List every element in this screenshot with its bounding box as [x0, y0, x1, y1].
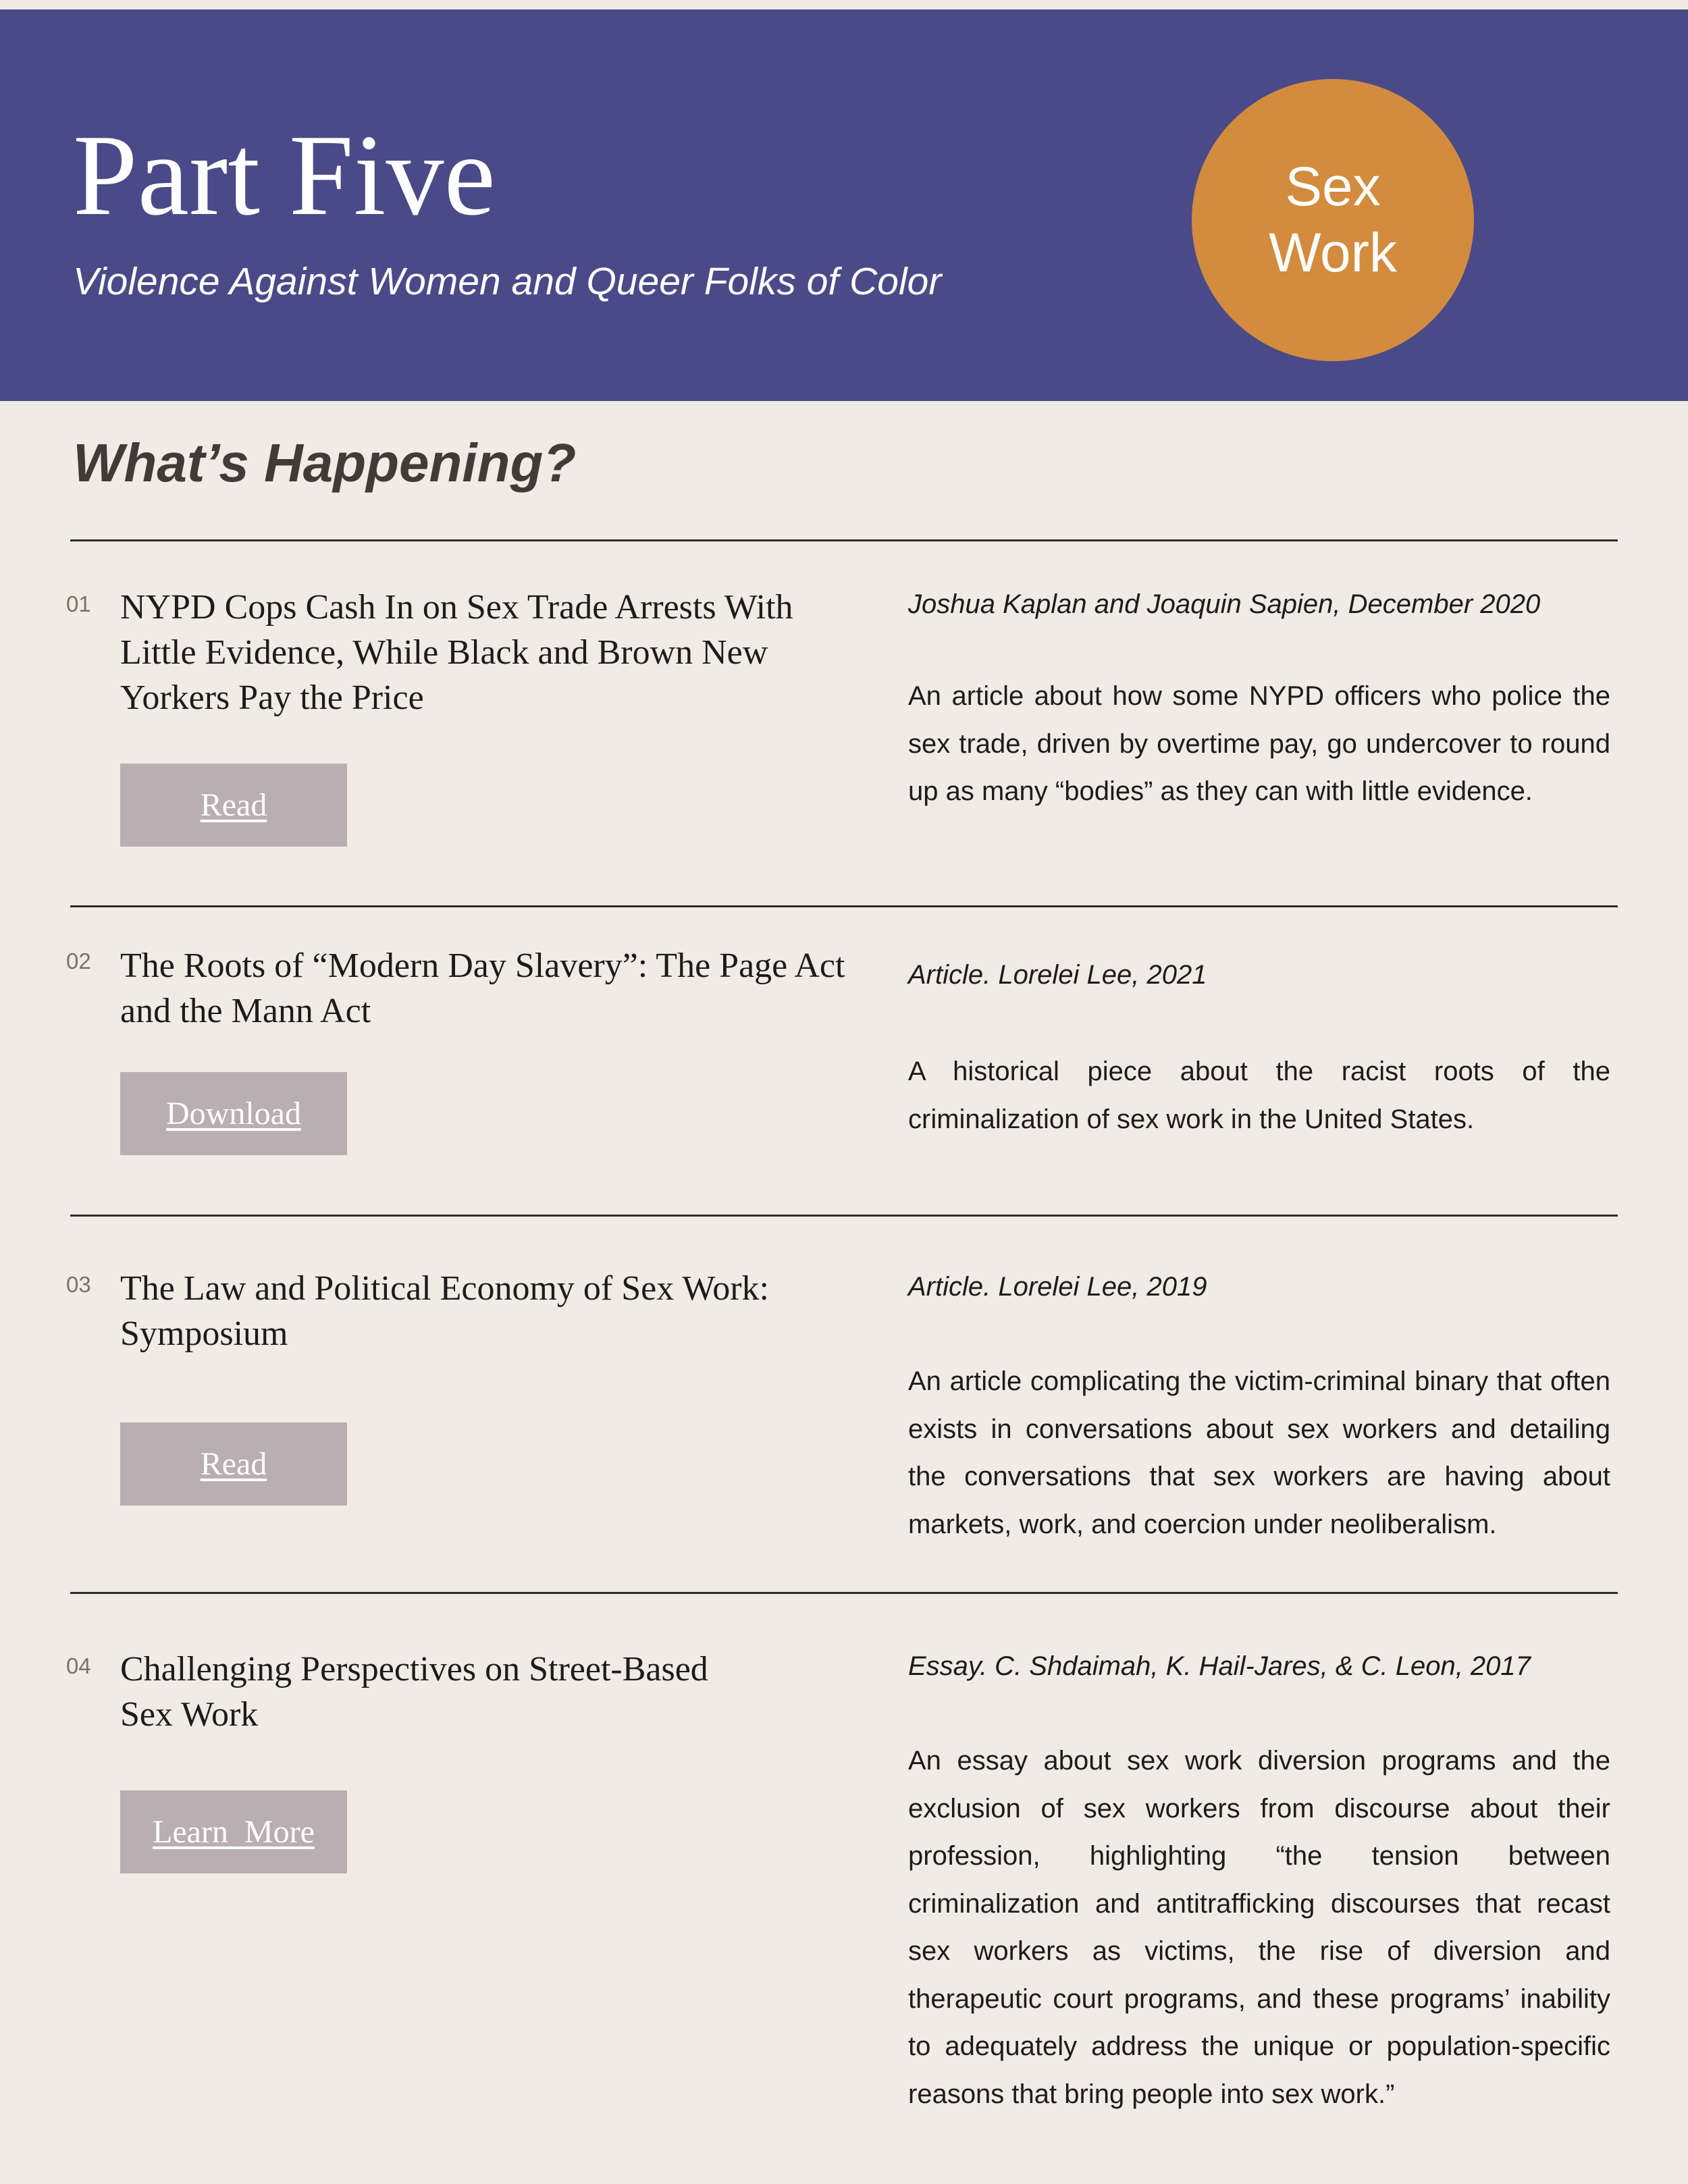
top-strip — [0, 0, 1688, 9]
item-description: A historical piece about the racist roots of the criminalization of sex work in the United States. — [908, 1057, 1610, 1134]
badge-line-1: Sex — [1285, 155, 1381, 217]
divider — [70, 1592, 1618, 1594]
learn-more-button[interactable]: Learn More — [120, 1790, 347, 1873]
read-button[interactable]: Read — [120, 1422, 347, 1506]
download-button[interactable]: Download — [120, 1072, 347, 1155]
item-description: An essay about sex work diversion programs and the exclusion of sex workers from discourse about their profession, highlighting “the tension between criminalization and antitrafficking discourses that recast sex workers as victims, the rise of diversion and therapeutic court programs, and these programs’ inability to adequately address the unique or population-specific reasons that bring people into sex work.” — [908, 1746, 1610, 2109]
badge-line-2: Work — [1269, 222, 1397, 284]
item-description: An article about how some NYPD officers who police the sex trade, driven by overtime pay, go undercover to round up as many “bodies” as they can with little evidence. — [908, 681, 1610, 806]
item-title: The Law and Political Economy of Sex Work: Symposium — [120, 1269, 769, 1353]
item-byline: Joshua Kaplan and Joaquin Sapien, December 2020 — [908, 589, 1541, 619]
item-number: 04 — [66, 1653, 91, 1678]
section-title: What’s Happening? — [73, 433, 577, 493]
item-description: An article complicating the victim-criminal binary that often exists in conversations about sex workers and detailing the conversations that sex workers are having about markets, work, and coercion under neoliberalism. — [908, 1366, 1610, 1539]
item-number: 02 — [66, 949, 91, 974]
item-byline: Essay. C. Shdaimah, K. Hail-Jares, & C. Leon, 2017 — [908, 1651, 1531, 1681]
page-title: Part Five — [73, 111, 496, 240]
divider — [70, 539, 1618, 541]
page-header — [0, 9, 1688, 401]
item-title: Challenging Perspectives on Street-Based Sex Work — [120, 1650, 708, 1734]
topic-badge — [1192, 79, 1474, 361]
item-number: 01 — [66, 591, 91, 616]
item-title: The Roots of “Modern Day Slavery”: The Page Act and the Mann Act — [120, 947, 845, 1030]
read-button[interactable]: Read — [120, 764, 347, 847]
item-byline: Article. Lorelei Lee, 2021 — [908, 960, 1207, 990]
divider — [70, 1215, 1618, 1217]
item-title: NYPD Cops Cash In on Sex Trade Arrests With Little Evidence, While Black and Brown New Yorkers Pay the Price — [120, 588, 793, 717]
divider — [70, 905, 1618, 907]
item-number: 03 — [66, 1272, 91, 1297]
item-byline: Article. Lorelei Lee, 2019 — [908, 1272, 1207, 1302]
page-subtitle: Violence Against Women and Queer Folks of Color — [73, 260, 942, 303]
